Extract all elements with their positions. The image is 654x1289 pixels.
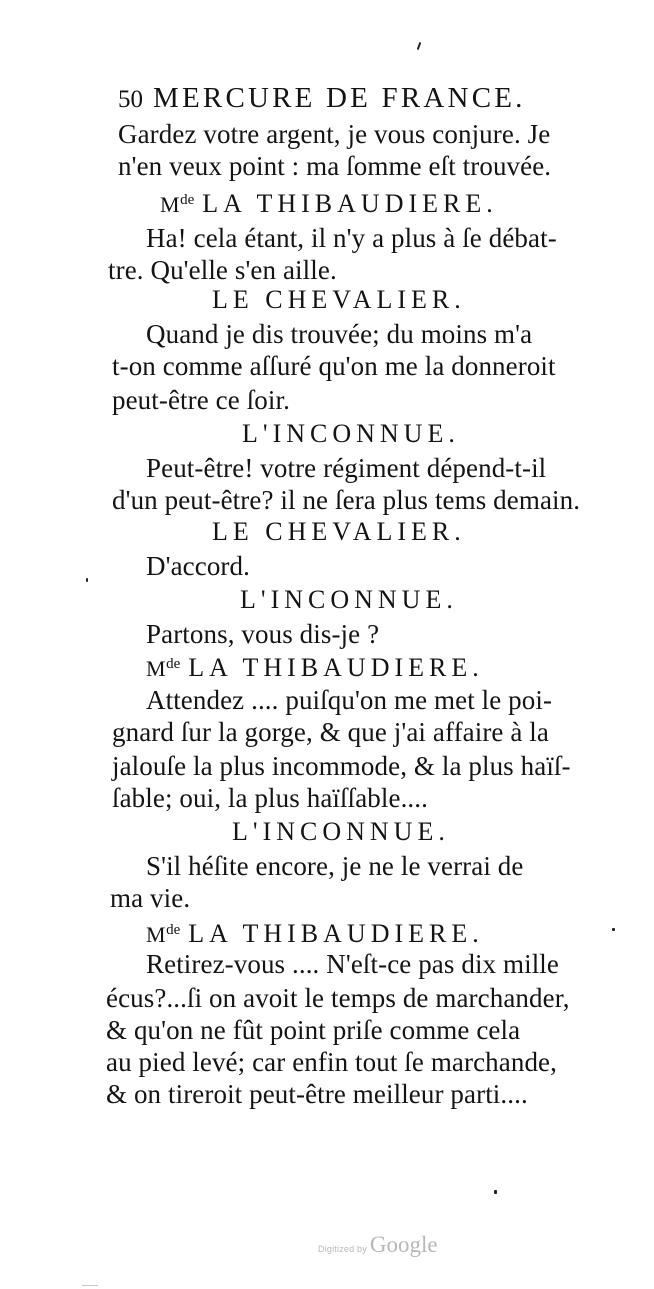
text-line: t-on comme aſſuré qu'on me la donneroit	[112, 351, 556, 381]
text-line: & qu'on ne fût point priſe comme cela	[106, 1015, 521, 1045]
speaker-title: Mde	[160, 192, 195, 217]
speaker-name: LE CHEVALIER.	[212, 285, 466, 314]
speaker-heading-thibaudiere	[160, 184, 498, 221]
speaker-name: LA THIBAUDIERE.	[202, 189, 498, 218]
text-line: Gardez votre argent, je vous conjure. Je	[118, 119, 551, 149]
speaker-heading-inconnue	[242, 418, 460, 450]
text-line: jalouſe la plus incommode, & la plus haïſ-	[112, 751, 571, 781]
text-line: gnard ſur la gorge, & que j'ai affaire à la	[112, 717, 549, 747]
text-line: écus?...ſi on avoit le temps de marchander,	[106, 983, 570, 1013]
text-line: d'un peut-être? il ne ſera plus tems demain.	[112, 485, 581, 515]
page-number: 50	[118, 86, 143, 113]
speaker-name: L'INCONNUE.	[242, 419, 460, 448]
text-line: Partons, vous dis-je ?	[146, 619, 380, 649]
speaker-heading-inconnue	[232, 816, 450, 848]
text-line: n'en veux point : ma ſomme eſt trouvée.	[118, 151, 552, 181]
running-head-title: MERCURE DE FRANCE.	[153, 82, 526, 114]
text-line: S'il héſite encore, je ne le verrai de	[146, 851, 524, 881]
ink-speck	[494, 1190, 497, 1194]
ink-speck	[612, 928, 615, 931]
text-line: & on tireroit peut-être meilleur parti....	[106, 1079, 528, 1109]
speaker-heading-inconnue	[240, 584, 458, 616]
ink-speck	[417, 42, 422, 50]
speaker-heading-chevalier	[212, 284, 466, 316]
speaker-heading-thibaudiere	[146, 914, 484, 951]
running-head	[118, 82, 526, 116]
watermark-prefix: Digitized by	[318, 1244, 367, 1254]
text-line: tre. Qu'elle s'en aille.	[108, 255, 337, 285]
text-line: Peut-être! votre régiment dépend-t-il	[146, 453, 547, 483]
ink-speck	[86, 578, 88, 582]
text-line: Quand je dis trouvée; du moins m'a	[146, 319, 533, 349]
text-line: Retirez-vous .... N'eſt-ce pas dix mille	[146, 949, 559, 979]
text-line: ſable; oui, la plus haïſſable....	[112, 783, 428, 813]
speaker-title: Mde	[146, 656, 181, 681]
google-logo: Google	[369, 1232, 438, 1257]
footer-divider	[82, 1285, 98, 1286]
text-line: peut-être ce ſoir.	[112, 385, 290, 415]
text-line: Ha! cela étant, il n'y a plus à ſe débat-	[146, 223, 557, 253]
text-line: Attendez .... puiſqu'on me met le poi-	[146, 685, 553, 715]
speaker-title: Mde	[146, 922, 181, 947]
speaker-name: LE CHEVALIER.	[212, 517, 466, 546]
text-line: ma vie.	[110, 883, 191, 913]
speaker-name: L'INCONNUE.	[240, 585, 458, 614]
digitized-watermark	[318, 1232, 438, 1258]
speaker-name: LA THIBAUDIERE.	[188, 919, 484, 948]
speaker-name: L'INCONNUE.	[232, 817, 450, 846]
text-line: D'accord.	[146, 551, 250, 581]
speaker-heading-chevalier	[212, 516, 466, 548]
text-line: au pied levé; car enfin tout ſe marchande,	[106, 1047, 557, 1077]
speaker-name: LA THIBAUDIERE.	[188, 653, 484, 682]
speaker-heading-thibaudiere	[146, 648, 484, 685]
